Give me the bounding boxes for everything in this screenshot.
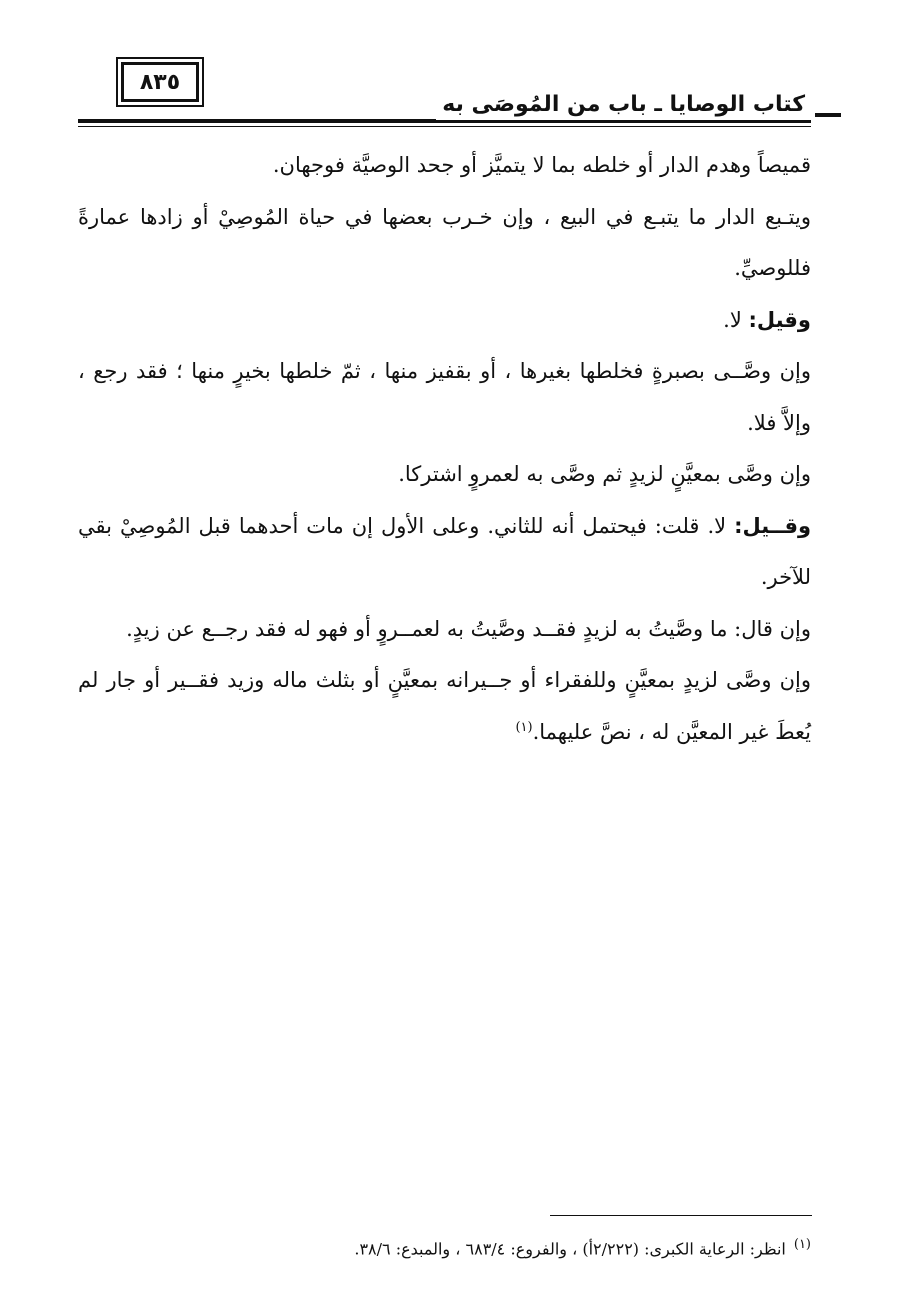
paragraph-text: وإن وصَّى بمعيَّنٍ لزيدٍ ثم وصَّى به لعمروٍ اشتركا. (398, 462, 811, 486)
page-number-text: ٨٣٥ (139, 69, 181, 95)
footnote-text: انظر: الرعاية الكبرى: (٢/٢٢٢أ) ، والفروع: ٦٨٣/٤ ، والمبدع: ٣٨/٦. (354, 1239, 786, 1259)
paragraph-text: وإن وصَّى لزيدٍ بمعيَّنٍ وللفقراء أو جــيرانه بمعيَّنٍ أو بثلث ماله وزيد فقــير أو جار لم يُعطَ غير المعيَّن له ، نصَّ عليهما. (78, 668, 811, 744)
paragraph-3 (78, 295, 811, 347)
body-text (78, 140, 811, 758)
header-rule-thin (78, 126, 811, 127)
paragraph-text: قميصاً وهدم الدار أو خلطه بما لا يتميَّز أو جحد الوصيَّة فوجهان. (272, 153, 811, 177)
header-dash (815, 113, 841, 117)
paragraph-text: وإن قال: ما وصَّيتُ به لزيدٍ فقــد وصَّيتُ به لعمــروٍ أو فهو له فقد رجــع عن زيدٍ. (126, 616, 811, 641)
footnote-marker: (١) (793, 1237, 811, 1252)
paragraph-1 (78, 140, 811, 192)
paragraph-text: وإن وصَّــى بصبرةٍ فخلطها بغيرها ، أو بقفيز منها ، ثمّ خلطها بخيرٍ منها ؛ فقد رجع ، وإلاَّ فلا. (78, 359, 811, 435)
paragraph-2 (78, 192, 811, 295)
paragraph-text: لا. (723, 307, 749, 332)
paragraph-5 (78, 449, 811, 501)
paragraph-text: لا. قلت: فيحتمل أنه للثاني. وعلى الأول إن مات أحدهما قبل المُوصِيْ بقي للآخر. (78, 513, 811, 589)
footnote-reference[interactable]: (١) (515, 719, 533, 735)
footnote-separator (550, 1215, 812, 1216)
paragraph-6 (78, 501, 811, 604)
page-number (121, 62, 199, 102)
running-header: كتاب الوصايا ـ باب من المُوصَى به (436, 90, 811, 120)
paragraph-text: ويتـبع الدار ما يتبـع في البيع ، وإن خـرب بعضها في حياة المُوصِيْ أو زادها عمارةً فللوصيِّ. (78, 204, 811, 280)
paragraph-7 (78, 604, 811, 656)
paragraph-8 (78, 655, 811, 758)
paragraph-lead: وقــيل: (734, 513, 811, 538)
footnote-1 (161, 1232, 811, 1262)
paragraph-lead: وقيل: (748, 307, 811, 332)
paragraph-4 (78, 346, 811, 449)
